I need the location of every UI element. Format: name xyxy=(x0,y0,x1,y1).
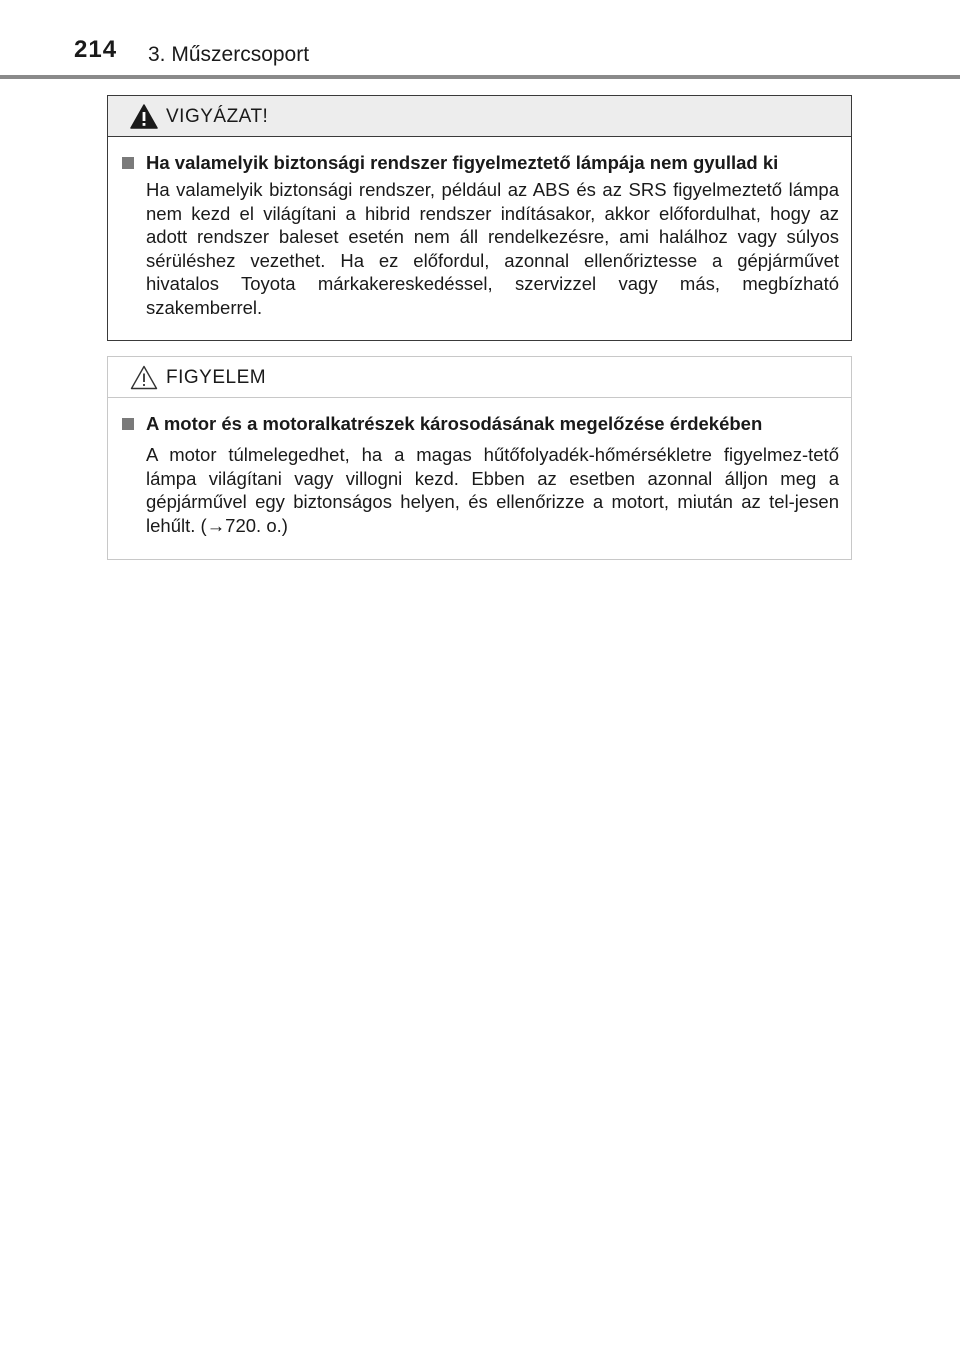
warning-item-title xyxy=(122,151,839,175)
page-number: 214 xyxy=(74,36,118,63)
notice-item-title-text: A motor és a motoralkatrészek károsodásának megelőzése érdekében xyxy=(146,413,763,434)
warning-item-text: Ha valamelyik biztonsági rendszer, például az ABS és az SRS figyelmeztető lámpa nem kezd el világítani a hibrid rendszer indításakor, akkor előfordulhat, hogy az adott rendszer baleset esetén nem áll rendelkezésre, ami halálhoz vagy súlyos sérüléshez vezethet. Ha ez előfordul, azonnal ellenőriztesse a gépjárművet hivatalos Toyota márkakereskedéssel, szervizzel vagy más, megbízható szakemberrel. xyxy=(146,179,839,318)
section-title: 3. Műszercsoport xyxy=(148,43,310,66)
warning-triangle-icon xyxy=(130,104,158,129)
warning-label: VIGYÁZAT! xyxy=(166,106,269,127)
notice-item-title xyxy=(122,412,839,436)
notice-box xyxy=(107,356,852,560)
warning-box-header xyxy=(108,96,851,137)
square-bullet-icon xyxy=(122,418,134,430)
warning-item-title-text: Ha valamelyik biztonsági rendszer figyelmeztető lámpája nem gyullad ki xyxy=(146,152,779,173)
warning-box-body xyxy=(108,137,851,319)
warning-box xyxy=(107,95,852,341)
header-rule xyxy=(0,75,960,79)
notice-box-header xyxy=(108,357,851,398)
notice-item-text: A motor túlmelegedhet, ha a magas hűtőfolyadék-hőmérsékletre figyelmez-tető lámpa világítani vagy villogni kezd. Ebben az esetben azonnal álljon meg a gépjárművel egy biztonságos helyen, és ellenőrizze a motort, miután az tel-jesen lehűlt. (→720. o.) xyxy=(146,444,839,536)
page-header xyxy=(0,0,960,80)
notice-box-body xyxy=(108,398,851,537)
caution-triangle-outline-icon xyxy=(130,365,158,390)
square-bullet-icon xyxy=(122,157,134,169)
notice-label: FIGYELEM xyxy=(166,367,267,388)
